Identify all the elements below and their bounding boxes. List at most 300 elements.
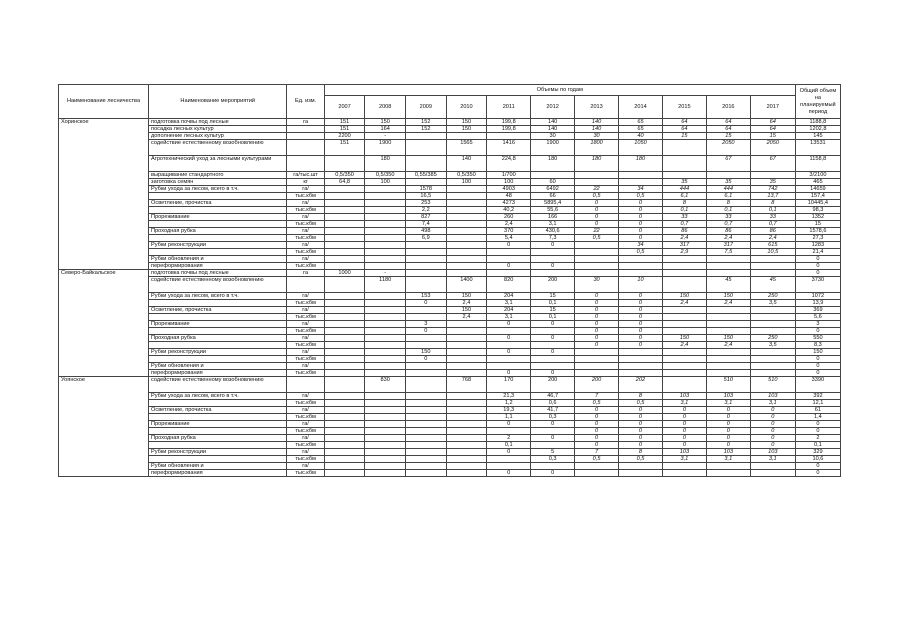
total-cell: 0 (795, 356, 840, 363)
year-value-cell (750, 328, 795, 335)
total-cell: 27,3 (795, 235, 840, 242)
year-value-cell (365, 349, 406, 356)
total-cell: 1072 (795, 293, 840, 300)
year-value-cell (487, 270, 531, 277)
year-value-cell: 742 (750, 186, 795, 193)
year-value-cell (446, 407, 487, 414)
year-value-cell: 0 (619, 342, 663, 349)
year-value-cell (446, 200, 487, 207)
year-value-cell: 150 (706, 335, 750, 342)
year-value-cell: 0 (531, 370, 575, 377)
year-value-cell: 2,4 (706, 235, 750, 242)
total-cell: 329 (795, 449, 840, 456)
year-value-cell (324, 349, 365, 356)
year-value-cell: 3,1 (531, 221, 575, 228)
year-value-cell: 150 (365, 119, 406, 126)
year-value-cell (662, 314, 706, 321)
year-value-cell: 0 (662, 442, 706, 449)
total-cell: 13531 (795, 140, 840, 156)
total-cell: 550 (795, 335, 840, 342)
year-value-cell: 0,1 (706, 207, 750, 214)
year-value-cell: 0 (619, 300, 663, 307)
year-value-cell (324, 463, 365, 470)
year-value-cell: 0 (406, 328, 447, 335)
table-row (59, 363, 841, 370)
year-value-cell: 0 (487, 349, 531, 356)
year-value-cell: 0 (619, 221, 663, 228)
year-value-cell (531, 363, 575, 370)
year-value-cell (446, 414, 487, 421)
year-value-cell (406, 449, 447, 456)
year-value-cell (487, 256, 531, 263)
year-value-cell (406, 342, 447, 349)
year-value-cell: 60 (531, 179, 575, 186)
year-value-cell: 19,3 (487, 407, 531, 414)
year-value-cell: 0 (575, 335, 619, 342)
year-value-cell: 140 (446, 156, 487, 172)
unit-cell: га/ (287, 349, 324, 356)
year-value-cell: 2050 (706, 140, 750, 156)
year-value-cell (324, 428, 365, 435)
year-value-cell (324, 314, 365, 321)
year-value-cell: 253 (406, 200, 447, 207)
year-value-cell: 8 (662, 200, 706, 207)
unit-cell: тыс.кбм (287, 193, 324, 200)
year-value-cell: 140 (531, 119, 575, 126)
year-value-cell: 200 (531, 277, 575, 293)
year-value-cell: 3,1 (750, 456, 795, 463)
year-value-cell (446, 393, 487, 400)
year-value-cell: 41,7 (531, 407, 575, 414)
year-value-cell: 3,5 (750, 300, 795, 307)
year-value-cell (324, 293, 365, 300)
year-value-cell: 0 (619, 407, 663, 414)
header-year: 2013 (575, 96, 619, 119)
total-cell: 1578,6 (795, 228, 840, 235)
year-value-cell: 1000 (324, 270, 365, 277)
year-value-cell (365, 414, 406, 421)
activity-name: переформирования (149, 263, 287, 270)
table-body (59, 119, 841, 477)
year-value-cell (619, 270, 663, 277)
year-value-cell (750, 463, 795, 470)
year-value-cell: 0 (662, 428, 706, 435)
year-value-cell: 0,1 (531, 314, 575, 321)
unit-cell: тыс.кбм (287, 235, 324, 242)
year-value-cell: 4903 (487, 186, 531, 193)
year-value-cell: 0 (575, 328, 619, 335)
activity-name: заготовка семян (149, 179, 287, 186)
year-value-cell (531, 442, 575, 449)
year-value-cell: 498 (406, 228, 447, 235)
unit-cell: тыс.кбм (287, 414, 324, 421)
year-value-cell: 4273 (487, 200, 531, 207)
year-value-cell: 0,5 (575, 456, 619, 463)
year-value-cell (446, 235, 487, 242)
year-value-cell (706, 256, 750, 263)
activity-name: Осветление, прочистка (149, 200, 287, 207)
year-value-cell: 199,8 (487, 126, 531, 133)
year-value-cell: 40,2 (487, 207, 531, 214)
year-value-cell: 103 (662, 449, 706, 456)
year-value-cell (619, 172, 663, 179)
year-value-cell (662, 356, 706, 363)
unit-cell: га/ (287, 449, 324, 456)
unit-cell (287, 140, 324, 156)
activity-name (149, 328, 287, 335)
year-value-cell: 140 (531, 126, 575, 133)
activity-name (149, 414, 287, 421)
activity-name: посадка лесных культур (149, 126, 287, 133)
year-value-cell: 7,4 (406, 221, 447, 228)
year-value-cell (365, 249, 406, 256)
table-row (59, 328, 841, 335)
year-value-cell (406, 463, 447, 470)
year-value-cell (324, 363, 365, 370)
year-value-cell (406, 377, 447, 393)
year-value-cell: 0 (706, 407, 750, 414)
header-district: Наименование лесничества (59, 85, 149, 119)
year-value-cell: 0,3 (531, 414, 575, 421)
year-value-cell: 5,4 (487, 235, 531, 242)
year-value-cell: 3,1 (487, 300, 531, 307)
year-value-cell (487, 456, 531, 463)
year-value-cell: 0 (531, 435, 575, 442)
year-value-cell (662, 349, 706, 356)
year-value-cell: 0,5 (619, 193, 663, 200)
year-value-cell: 0 (750, 414, 795, 421)
year-value-cell: 34 (619, 242, 663, 249)
year-value-cell (575, 363, 619, 370)
unit-cell: тыс.кбм (287, 263, 324, 270)
activity-name (149, 342, 287, 349)
year-value-cell: 3,1 (487, 314, 531, 321)
year-value-cell (575, 242, 619, 249)
year-value-cell (324, 263, 365, 270)
year-value-cell: 0 (575, 321, 619, 328)
table-row (59, 449, 841, 456)
year-value-cell: 7,5 (706, 249, 750, 256)
year-value-cell: 1180 (365, 277, 406, 293)
table-row (59, 335, 841, 342)
unit-cell: тыс.кбм (287, 249, 324, 256)
unit-cell: га (287, 270, 324, 277)
year-value-cell: 224,8 (487, 156, 531, 172)
unit-cell: тыс.кбм (287, 314, 324, 321)
year-value-cell: 15 (531, 293, 575, 300)
year-value-cell (324, 407, 365, 414)
year-value-cell (706, 314, 750, 321)
year-value-cell: 317 (706, 242, 750, 249)
total-cell: 150 (795, 349, 840, 356)
total-cell: 98,3 (795, 207, 840, 214)
year-value-cell (365, 400, 406, 407)
year-value-cell (446, 435, 487, 442)
total-cell: 0 (795, 263, 840, 270)
table-row (59, 277, 841, 293)
year-value-cell (365, 370, 406, 377)
year-value-cell (487, 463, 531, 470)
year-value-cell: 151 (324, 140, 365, 156)
year-value-cell (324, 370, 365, 377)
year-value-cell (706, 172, 750, 179)
year-value-cell (750, 307, 795, 314)
year-value-cell: 22 (575, 186, 619, 193)
total-cell: 61 (795, 407, 840, 414)
unit-cell: кг (287, 179, 324, 186)
year-value-cell: 100 (487, 179, 531, 186)
table-row (59, 377, 841, 393)
year-value-cell (324, 200, 365, 207)
activity-name: Прореживание (149, 421, 287, 428)
year-value-cell (706, 321, 750, 328)
year-value-cell (750, 256, 795, 263)
year-value-cell (446, 228, 487, 235)
table-row (59, 349, 841, 356)
year-value-cell: 200 (531, 377, 575, 393)
year-value-cell (446, 449, 487, 456)
year-value-cell: 1050 (619, 140, 663, 156)
year-value-cell (446, 442, 487, 449)
year-value-cell: 103 (750, 449, 795, 456)
total-cell: 0 (795, 463, 840, 470)
year-value-cell (750, 321, 795, 328)
year-value-cell (324, 193, 365, 200)
year-value-cell: 0 (662, 414, 706, 421)
unit-cell: га/ (287, 363, 324, 370)
activity-name (149, 221, 287, 228)
year-value-cell (662, 463, 706, 470)
year-value-cell: 510 (706, 377, 750, 393)
year-value-cell (406, 263, 447, 270)
table-row (59, 228, 841, 235)
year-value-cell: 0 (750, 407, 795, 414)
activity-name: Агротехнический уход за лесными культурами (149, 156, 287, 172)
total-cell: 10445,4 (795, 200, 840, 207)
activity-name: подготовка почвы под лесные (149, 270, 287, 277)
year-value-cell (487, 356, 531, 363)
year-value-cell: 1565 (446, 140, 487, 156)
year-value-cell: 7,3 (531, 235, 575, 242)
year-value-cell (406, 270, 447, 277)
year-value-cell (531, 463, 575, 470)
year-value-cell: 3,1 (706, 456, 750, 463)
year-value-cell: 444 (662, 186, 706, 193)
year-value-cell (406, 421, 447, 428)
forestry-plan-page (58, 84, 841, 477)
year-value-cell: 7 (575, 449, 619, 456)
year-value-cell (365, 186, 406, 193)
year-value-cell: 64 (750, 119, 795, 126)
year-value-cell (365, 321, 406, 328)
year-value-cell (324, 377, 365, 393)
year-value-cell: 204 (487, 293, 531, 300)
year-value-cell (750, 263, 795, 270)
year-value-cell (365, 228, 406, 235)
year-value-cell: 100 (365, 179, 406, 186)
year-value-cell (324, 470, 365, 477)
table-row (59, 428, 841, 435)
year-value-cell: 830 (365, 377, 406, 393)
year-value-cell: 150 (706, 293, 750, 300)
year-value-cell (706, 263, 750, 270)
year-value-cell (324, 214, 365, 221)
table-row (59, 435, 841, 442)
header-year: 2015 (662, 96, 706, 119)
year-value-cell: 55,6 (531, 207, 575, 214)
header-year: 2009 (406, 96, 447, 119)
year-value-cell: 86 (706, 228, 750, 235)
year-value-cell: 0,5 (575, 193, 619, 200)
total-cell: 2 (795, 435, 840, 442)
year-value-cell (487, 428, 531, 435)
year-value-cell: 0 (531, 349, 575, 356)
year-value-cell (365, 263, 406, 270)
year-value-cell: 180 (619, 156, 663, 172)
year-value-cell (446, 221, 487, 228)
total-cell: 1352 (795, 214, 840, 221)
year-value-cell: 64,8 (324, 179, 365, 186)
activity-name: Проходная рубка (149, 335, 287, 342)
total-cell: 0 (795, 428, 840, 435)
total-cell: 0 (795, 270, 840, 277)
year-value-cell (365, 242, 406, 249)
year-value-cell: 0 (575, 307, 619, 314)
year-value-cell: 2050 (750, 140, 795, 156)
year-value-cell (575, 370, 619, 377)
year-value-cell: 152 (406, 126, 447, 133)
activity-name (149, 300, 287, 307)
year-value-cell (750, 356, 795, 363)
year-value-cell: 0 (575, 200, 619, 207)
year-value-cell (750, 370, 795, 377)
unit-cell (287, 133, 324, 140)
year-value-cell (706, 470, 750, 477)
unit-cell: тыс.кбм (287, 300, 324, 307)
year-value-cell: 0,5/350 (365, 172, 406, 179)
total-cell: 369 (795, 307, 840, 314)
year-value-cell (324, 235, 365, 242)
year-value-cell (365, 335, 406, 342)
unit-cell: га/ (287, 307, 324, 314)
year-value-cell (365, 207, 406, 214)
year-value-cell: 0 (487, 370, 531, 377)
year-value-cell (446, 456, 487, 463)
unit-cell: га/ (287, 200, 324, 207)
year-value-cell (365, 363, 406, 370)
year-value-cell (487, 342, 531, 349)
year-value-cell (446, 428, 487, 435)
year-value-cell (619, 470, 663, 477)
activity-name: выращивание стандартного (149, 172, 287, 179)
year-value-cell (662, 470, 706, 477)
year-value-cell: 150 (662, 293, 706, 300)
unit-cell: га/ (287, 435, 324, 442)
year-value-cell (750, 270, 795, 277)
year-value-cell: 430,6 (531, 228, 575, 235)
year-value-cell (365, 256, 406, 263)
year-value-cell (406, 400, 447, 407)
year-value-cell: 0 (619, 321, 663, 328)
year-value-cell (662, 370, 706, 377)
header-year: 2010 (446, 96, 487, 119)
year-value-cell (446, 186, 487, 193)
year-value-cell: 67 (750, 156, 795, 172)
total-cell: 1202,8 (795, 126, 840, 133)
year-value-cell: 0 (706, 435, 750, 442)
activity-name: Проходная рубка (149, 435, 287, 442)
total-cell: 15 (795, 221, 840, 228)
year-value-cell: 30 (575, 133, 619, 140)
year-value-cell (531, 256, 575, 263)
year-value-cell: 370 (487, 228, 531, 235)
year-value-cell (406, 249, 447, 256)
year-value-cell (446, 363, 487, 370)
year-value-cell (619, 256, 663, 263)
year-value-cell: 150 (446, 293, 487, 300)
year-value-cell: 199,8 (487, 119, 531, 126)
total-cell: 21,4 (795, 249, 840, 256)
unit-cell: га/тыс.шт (287, 172, 324, 179)
year-value-cell (406, 370, 447, 377)
year-value-cell: 140 (575, 119, 619, 126)
year-value-cell (750, 470, 795, 477)
year-value-cell: 0 (619, 200, 663, 207)
year-value-cell: 2,4 (446, 300, 487, 307)
year-value-cell: 260 (487, 214, 531, 221)
year-value-cell (365, 407, 406, 414)
forestry-volumes-table (58, 84, 841, 477)
table-row (59, 221, 841, 228)
year-value-cell (619, 263, 663, 270)
year-value-cell: 0,3 (531, 456, 575, 463)
year-value-cell: 30 (575, 277, 619, 293)
total-cell: 0 (795, 370, 840, 377)
total-cell: 12,1 (795, 400, 840, 407)
year-value-cell: 45 (750, 277, 795, 293)
table-row (59, 463, 841, 470)
year-value-cell (706, 363, 750, 370)
year-value-cell: 0 (575, 442, 619, 449)
district-name: Северо-Байкальское (59, 270, 149, 377)
activity-name: переформирования (149, 370, 287, 377)
year-value-cell (324, 421, 365, 428)
year-value-cell (365, 456, 406, 463)
year-value-cell: 33 (750, 214, 795, 221)
year-value-cell: 2,4 (706, 300, 750, 307)
year-value-cell: 1400 (446, 277, 487, 293)
year-value-cell (365, 214, 406, 221)
year-value-cell (406, 428, 447, 435)
header-total: Общий объем на планируемый период (795, 85, 840, 119)
year-value-cell: 827 (406, 214, 447, 221)
total-cell: 10,6 (795, 456, 840, 463)
year-value-cell (365, 193, 406, 200)
unit-cell: тыс.кбм (287, 400, 324, 407)
total-cell: 13,9 (795, 300, 840, 307)
activity-name: дополнение лесных культур (149, 133, 287, 140)
year-value-cell: 510 (750, 377, 795, 393)
activity-name (149, 356, 287, 363)
unit-cell: га/ (287, 393, 324, 400)
year-value-cell (324, 228, 365, 235)
year-value-cell: 6492 (531, 186, 575, 193)
year-value-cell (324, 307, 365, 314)
year-value-cell (446, 470, 487, 477)
year-value-cell: 615 (750, 242, 795, 249)
year-value-cell: 0 (575, 207, 619, 214)
year-value-cell: 0,5 (619, 400, 663, 407)
